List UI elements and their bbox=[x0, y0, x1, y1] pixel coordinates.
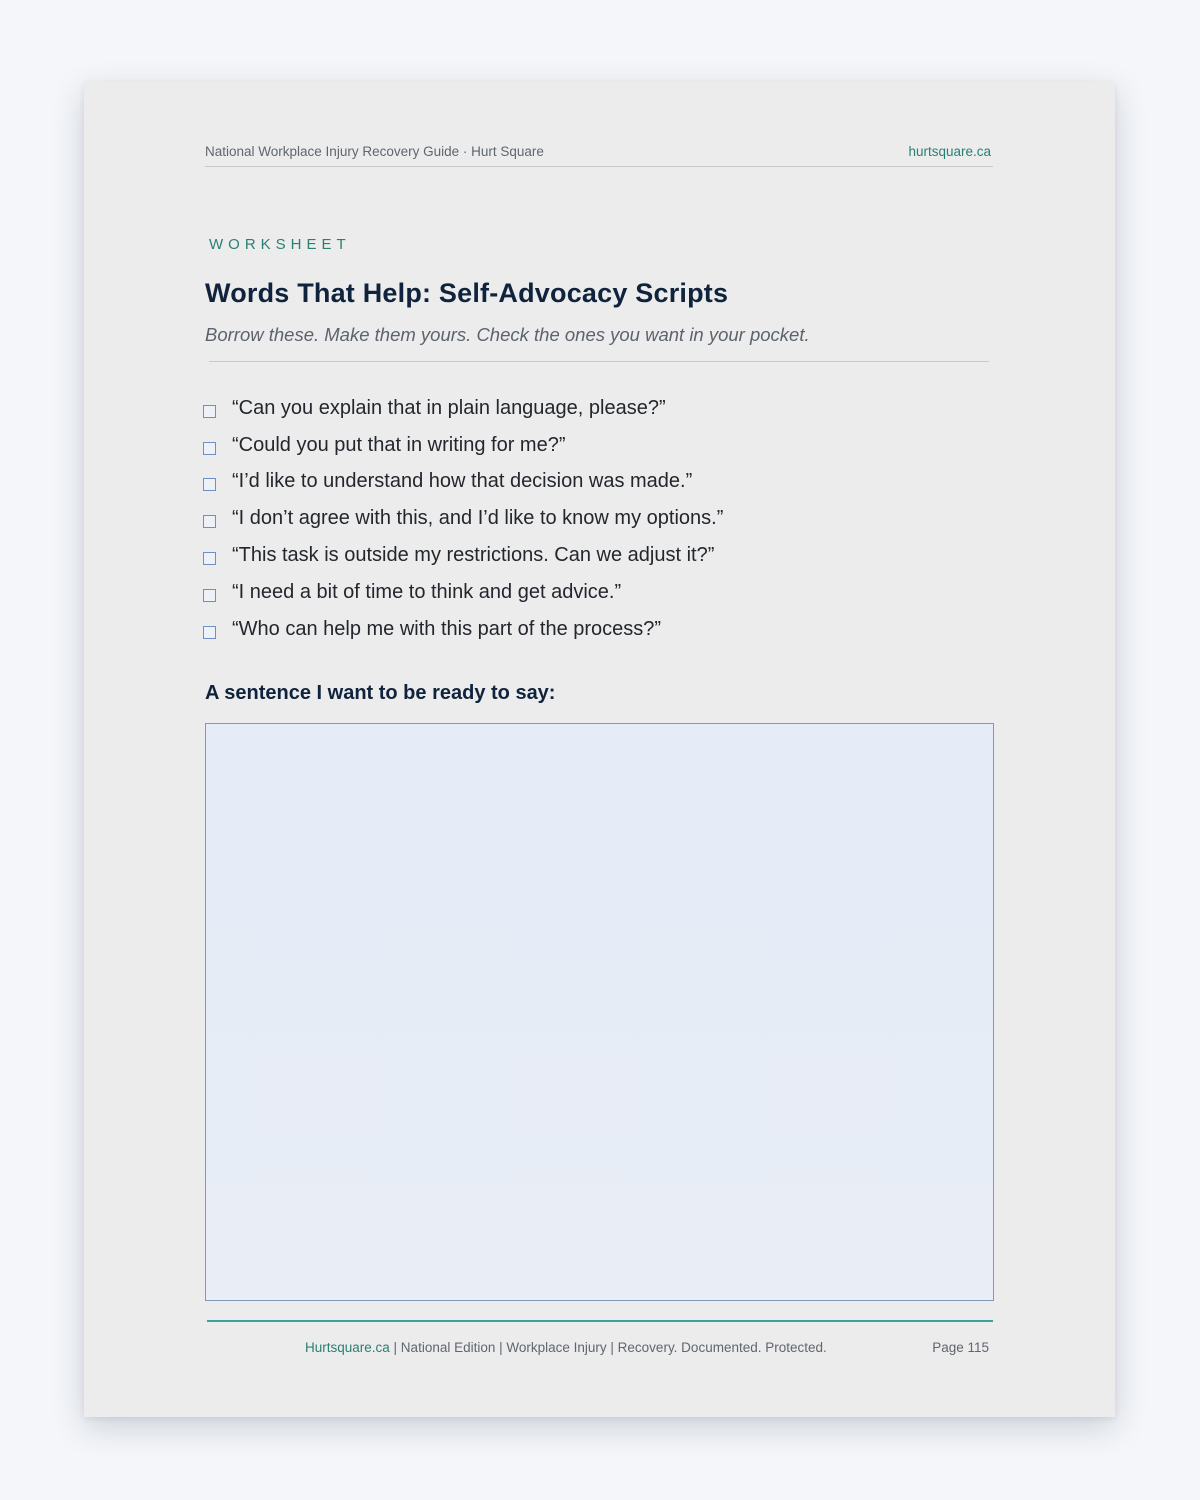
footer-site-link[interactable]: Hurtsquare.ca bbox=[305, 1340, 390, 1355]
script-item[interactable] bbox=[203, 611, 983, 648]
page-number: Page 115 bbox=[932, 1340, 989, 1355]
script-text: “I need a bit of time to think and get advice.” bbox=[232, 580, 622, 603]
checkbox[interactable] bbox=[203, 552, 216, 565]
checkbox[interactable] bbox=[203, 405, 216, 418]
checkbox[interactable] bbox=[203, 626, 216, 639]
script-item[interactable] bbox=[203, 574, 983, 611]
title-divider bbox=[209, 361, 989, 362]
checkbox[interactable] bbox=[203, 515, 216, 528]
site-link[interactable]: hurtsquare.ca bbox=[908, 144, 991, 159]
script-text: “Can you explain that in plain language, please?” bbox=[232, 396, 666, 419]
page-subtitle: Borrow these. Make them yours. Check the ones you want in your pocket. bbox=[205, 324, 810, 345]
script-text: “I don’t agree with this, and I’d like to know my options.” bbox=[232, 507, 724, 530]
response-prompt: A sentence I want to be ready to say: bbox=[205, 682, 556, 704]
footer-divider bbox=[207, 1320, 993, 1322]
script-text: “This task is outside my restrictions. Can we adjust it?” bbox=[232, 544, 715, 567]
checkbox[interactable] bbox=[203, 589, 216, 602]
running-header bbox=[205, 142, 993, 167]
page-footer bbox=[305, 1340, 989, 1355]
worksheet-page bbox=[84, 82, 1115, 1417]
guide-title: National Workplace Injury Recovery Guide · Hurt Square bbox=[205, 144, 544, 159]
page-title: Words That Help: Self-Advocacy Scripts bbox=[205, 278, 729, 308]
script-item[interactable] bbox=[203, 390, 983, 427]
script-item[interactable] bbox=[203, 464, 983, 501]
script-text: “I’d like to understand how that decision was made.” bbox=[232, 470, 693, 493]
script-item[interactable] bbox=[203, 537, 983, 574]
section-eyebrow: WORKSHEET bbox=[209, 236, 351, 253]
checkbox[interactable] bbox=[203, 478, 216, 491]
footer-tagline: | National Edition | Workplace Injury | Recovery. Documented. Protected. bbox=[389, 1340, 827, 1355]
checkbox[interactable] bbox=[203, 442, 216, 455]
script-item[interactable] bbox=[203, 500, 983, 537]
script-text: “Who can help me with this part of the process?” bbox=[232, 617, 662, 640]
script-item[interactable] bbox=[203, 427, 983, 464]
script-checklist bbox=[203, 390, 983, 648]
script-text: “Could you put that in writing for me?” bbox=[232, 433, 566, 456]
response-writing-box[interactable] bbox=[205, 723, 994, 1301]
